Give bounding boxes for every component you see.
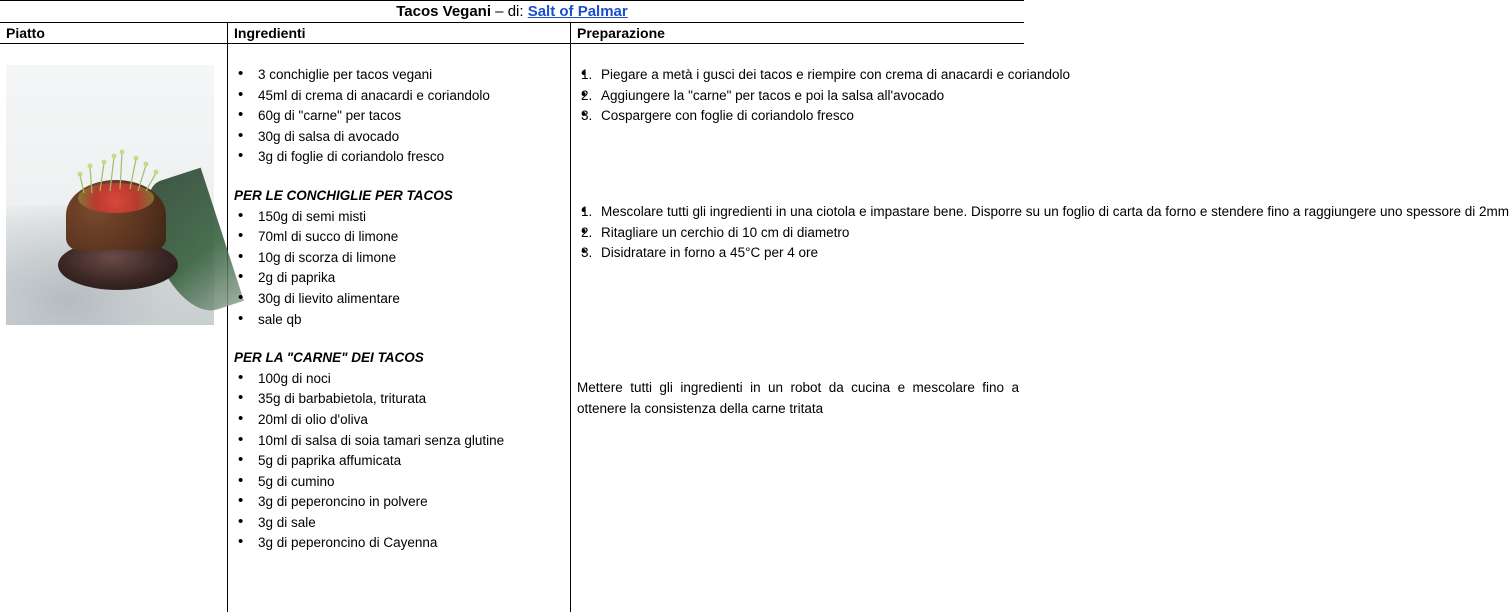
list-item: • sale qb	[234, 310, 564, 331]
preparation-main	[577, 65, 1070, 127]
list-item: • 20ml di olio d'oliva	[234, 410, 564, 431]
list-item: • 2. Aggiungere la "carne" per tacos e poi la salsa all'avocado	[577, 86, 1019, 107]
header-preparazione: Preparazione	[577, 25, 665, 41]
title-separator: – di:	[491, 3, 528, 20]
list-item: • 3g di sale	[234, 513, 564, 534]
list-item: • 5g di cumino	[234, 472, 564, 493]
list-item: • 2g di paprika	[234, 268, 564, 289]
list-item: • 1. Mescolare tutti gli ingredienti in una ciotola e impastare bene. Disporre su un foglio di carta da forno e stendere fino a raggiungere uno spessore di 2mm	[577, 202, 1019, 223]
list-item: • 3g di peperoncino in polvere	[234, 492, 564, 513]
list-item: • 10g di scorza di limone	[234, 248, 564, 269]
preparation-meat-text: Mettere tutti gli ingredienti in un robot da cucina e mescolare fino a ottenere la consistenza della carne tritata	[577, 380, 1019, 416]
list-item: • 3g di foglie di coriandolo fresco	[234, 147, 564, 168]
header-piatto: Piatto	[6, 25, 45, 41]
meat-subtitle: PER LA "CARNE" DEI TACOS	[234, 350, 424, 366]
column-divider-2	[570, 23, 571, 612]
ingredients-list-meat	[234, 369, 564, 554]
ingredients-list-main	[234, 65, 564, 168]
ingredients-column	[234, 65, 564, 554]
dish-photo	[6, 65, 214, 325]
source-link[interactable]: Salt of Palmar	[527, 3, 628, 20]
list-item: • 3g di peperoncino di Cayenna	[234, 533, 564, 554]
preparation-list-shells	[577, 202, 1509, 264]
list-item: • 45ml di crema di anacardi e coriandolo	[234, 86, 564, 107]
list-item: • 2. Ritagliare un cerchio di 10 cm di diametro	[577, 223, 1019, 244]
preparation-shells	[577, 202, 1509, 264]
recipe-name: Tacos Vegani	[396, 3, 492, 20]
list-item: • 60g di "carne" per tacos	[234, 106, 564, 127]
header-ingredienti: Ingredienti	[234, 25, 306, 41]
list-item: • 100g di noci	[234, 369, 564, 390]
column-divider-1	[227, 23, 228, 612]
preparation-list-main	[577, 65, 1070, 127]
preparation-meat	[577, 378, 1019, 419]
list-item: • 150g di semi misti	[234, 207, 564, 228]
list-item: • 70ml di succo di limone	[234, 227, 564, 248]
list-item: • 3. Disidratare in forno a 45°C per 4 ore	[577, 243, 1019, 264]
recipe-title	[0, 0, 1024, 23]
list-item: • 10ml di salsa di soia tamari senza glutine	[234, 431, 564, 452]
list-item: • 3 conchiglie per tacos vegani	[234, 65, 564, 86]
list-item: • 1. Piegare a metà i gusci dei tacos e riempire con crema di anacardi e coriandolo	[577, 65, 1019, 86]
list-item: • 30g di salsa di avocado	[234, 127, 564, 148]
list-item: • 35g di barbabietola, triturata	[234, 389, 564, 410]
list-item: • 3. Cospargere con foglie di coriandolo fresco	[577, 106, 1019, 127]
shells-subtitle: PER LE CONCHIGLIE PER TACOS	[234, 187, 453, 203]
ingredients-list-shells	[234, 207, 564, 331]
list-item: • 5g di paprika affumicata	[234, 451, 564, 472]
list-item: • 30g di lievito alimentare	[234, 289, 564, 310]
table-header	[0, 23, 1024, 44]
